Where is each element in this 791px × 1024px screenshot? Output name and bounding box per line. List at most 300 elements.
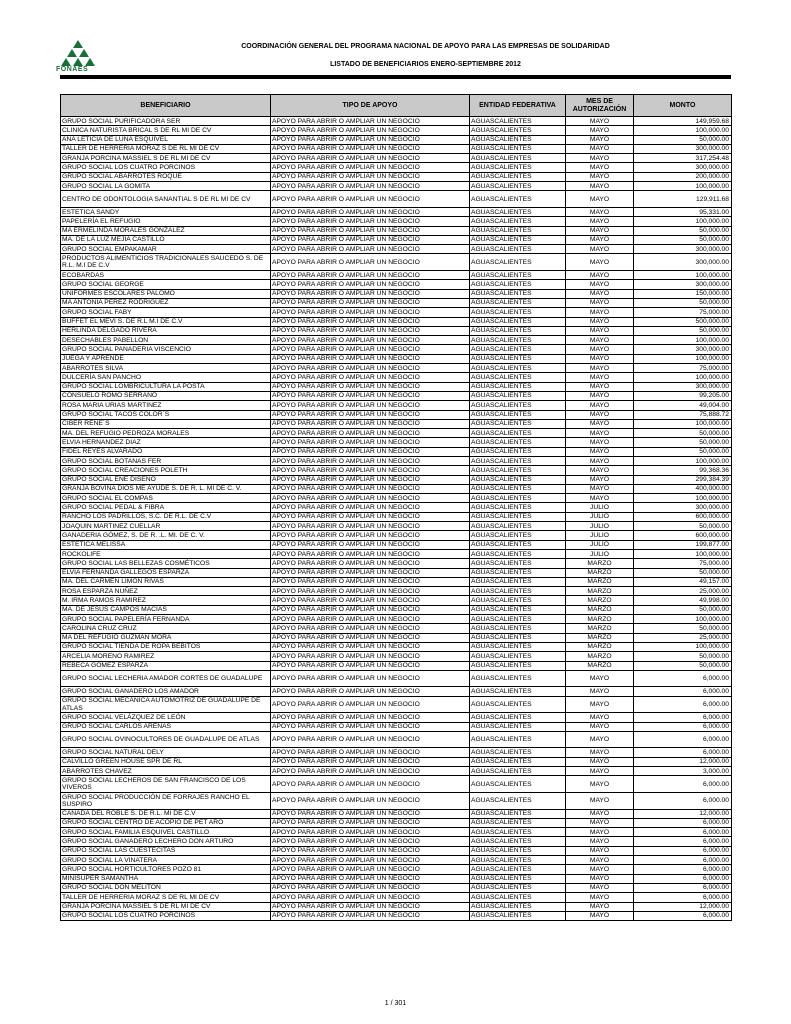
- tipo-apoyo-cell: APOYO PARA ABRIR O AMPLIAR UN NEGOCIO: [271, 245, 470, 254]
- monto-cell: 100,000.00: [634, 642, 732, 651]
- monto-cell: 100,000.00: [634, 271, 732, 280]
- entidad-cell: AGUASCALIENTES: [470, 577, 566, 586]
- monto-cell: 300,000.00: [634, 382, 732, 391]
- table-row: [61, 117, 732, 126]
- table-row: [61, 182, 732, 191]
- entidad-cell: AGUASCALIENTES: [470, 792, 566, 809]
- tipo-apoyo-cell: APOYO PARA ABRIR O AMPLIAR UN NEGOCIO: [271, 757, 470, 766]
- monto-cell: 50,000.00: [634, 326, 732, 335]
- tipo-apoyo-cell: APOYO PARA ABRIR O AMPLIAR UN NEGOCIO: [271, 792, 470, 809]
- mes-cell: MAYO: [566, 289, 634, 298]
- beneficiario-cell: GRUPO SOCIAL FAMILIA ESQUIVEL CASTILLO: [61, 828, 271, 837]
- tipo-apoyo-cell: APOYO PARA ABRIR O AMPLIAR UN NEGOCIO: [271, 748, 470, 757]
- tipo-apoyo-cell: APOYO PARA ABRIR O AMPLIAR UN NEGOCIO: [271, 429, 470, 438]
- entidad-cell: AGUASCALIENTES: [470, 615, 566, 624]
- monto-cell: 50,000.00: [634, 605, 732, 614]
- entidad-cell: AGUASCALIENTES: [470, 670, 566, 687]
- tipo-apoyo-cell: APOYO PARA ABRIR O AMPLIAR UN NEGOCIO: [271, 902, 470, 911]
- beneficiario-cell: MA. DEL REFUGIO PEDROZA MORALES: [61, 429, 271, 438]
- table-row: [61, 568, 732, 577]
- beneficiario-cell: GRUPO SOCIAL LECHERIA AMADOR CORTES DE GUADALUPE: [61, 670, 271, 687]
- beneficiario-cell: RANCHO LOS PADRILLOS, S.C. DE R.L. DE C.V: [61, 512, 271, 521]
- mes-cell: MAYO: [566, 354, 634, 363]
- entidad-cell: AGUASCALIENTES: [470, 456, 566, 465]
- mes-cell: MAYO: [566, 182, 634, 191]
- entidad-cell: AGUASCALIENTES: [470, 410, 566, 419]
- mes-cell: MAYO: [566, 308, 634, 317]
- monto-cell: 400,000.00: [634, 484, 732, 493]
- monto-cell: 6,000.00: [634, 722, 732, 731]
- table-row: [61, 373, 732, 382]
- mes-cell: JULIO: [566, 522, 634, 531]
- mes-cell: MARZO: [566, 624, 634, 633]
- table-row: [61, 217, 732, 226]
- table-row: [61, 419, 732, 428]
- tipo-apoyo-cell: APOYO PARA ABRIR O AMPLIAR UN NEGOCIO: [271, 447, 470, 456]
- monto-cell: 6,000.00: [634, 911, 732, 920]
- entidad-cell: AGUASCALIENTES: [470, 391, 566, 400]
- beneficiario-cell: GRUPO SOCIAL LA VINATERA: [61, 856, 271, 865]
- tipo-apoyo-cell: APOYO PARA ABRIR O AMPLIAR UN NEGOCIO: [271, 687, 470, 696]
- table-row: [61, 512, 732, 521]
- beneficiario-cell: ESTETICA MELISSA: [61, 540, 271, 549]
- table-row: [61, 410, 732, 419]
- table-row: [61, 731, 732, 748]
- entidad-cell: AGUASCALIENTES: [470, 182, 566, 191]
- monto-cell: 50,000.00: [634, 568, 732, 577]
- mes-cell: MAYO: [566, 144, 634, 153]
- entidad-cell: AGUASCALIENTES: [470, 254, 566, 271]
- beneficiario-cell: JUEGA Y APRENDE: [61, 354, 271, 363]
- mes-cell: MAYO: [566, 191, 634, 208]
- monto-cell: 50,000.00: [634, 235, 732, 244]
- entidad-cell: AGUASCALIENTES: [470, 163, 566, 172]
- table-row: [61, 207, 732, 216]
- entidad-cell: AGUASCALIENTES: [470, 419, 566, 428]
- mes-cell: MAYO: [566, 336, 634, 345]
- beneficiario-cell: TALLER DE HERRERIA MORAZ S DE RL MI DE CV: [61, 893, 271, 902]
- entidad-cell: AGUASCALIENTES: [470, 354, 566, 363]
- entidad-cell: AGUASCALIENTES: [470, 605, 566, 614]
- table-row: [61, 326, 732, 335]
- tipo-apoyo-cell: APOYO PARA ABRIR O AMPLIAR UN NEGOCIO: [271, 308, 470, 317]
- monto-cell: 75,888.72: [634, 410, 732, 419]
- col-header-monto: MONTO: [634, 95, 732, 117]
- tipo-apoyo-cell: APOYO PARA ABRIR O AMPLIAR UN NEGOCIO: [271, 883, 470, 892]
- beneficiario-cell: GRUPO SOCIAL ENE DISEÑO: [61, 475, 271, 484]
- monto-cell: 6,000.00: [634, 776, 732, 793]
- mes-cell: MAYO: [566, 466, 634, 475]
- beneficiario-cell: PRODUCTOS ALIMENTICIOS TRADICIONALES SAUCEDO S. DE R.L. M.I DE C.V: [61, 254, 271, 271]
- entidad-cell: AGUASCALIENTES: [470, 144, 566, 153]
- monto-cell: 75,000.00: [634, 308, 732, 317]
- tipo-apoyo-cell: APOYO PARA ABRIR O AMPLIAR UN NEGOCIO: [271, 382, 470, 391]
- mes-cell: MAYO: [566, 792, 634, 809]
- tipo-apoyo-cell: APOYO PARA ABRIR O AMPLIAR UN NEGOCIO: [271, 837, 470, 846]
- table-row: [61, 235, 732, 244]
- monto-cell: 6,000.00: [634, 837, 732, 846]
- entidad-cell: AGUASCALIENTES: [470, 837, 566, 846]
- mes-cell: MAYO: [566, 494, 634, 503]
- entidad-cell: AGUASCALIENTES: [470, 172, 566, 181]
- entidad-cell: AGUASCALIENTES: [470, 696, 566, 713]
- mes-cell: MAYO: [566, 809, 634, 818]
- mes-cell: MAYO: [566, 757, 634, 766]
- entidad-cell: AGUASCALIENTES: [470, 568, 566, 577]
- entidad-cell: AGUASCALIENTES: [470, 624, 566, 633]
- beneficiario-cell: GRUPO SOCIAL PEDAL & FIBRA: [61, 503, 271, 512]
- table-row: [61, 364, 732, 373]
- beneficiario-cell: GRUPO SOCIAL LAS BELLEZAS COSMÉTICOS: [61, 559, 271, 568]
- entidad-cell: AGUASCALIENTES: [470, 271, 566, 280]
- table-row: [61, 596, 732, 605]
- table-header-row: [61, 95, 732, 117]
- entidad-cell: AGUASCALIENTES: [470, 364, 566, 373]
- entidad-cell: AGUASCALIENTES: [470, 776, 566, 793]
- table-row: [61, 226, 732, 235]
- table-row: [61, 633, 732, 642]
- table-row: [61, 856, 732, 865]
- table-row: [61, 126, 732, 135]
- monto-cell: 6,000.00: [634, 865, 732, 874]
- monto-cell: 49,157.00: [634, 577, 732, 586]
- tipo-apoyo-cell: APOYO PARA ABRIR O AMPLIAR UN NEGOCIO: [271, 577, 470, 586]
- mes-cell: MAYO: [566, 837, 634, 846]
- table-row: [61, 298, 732, 307]
- beneficiario-cell: MA. DE JESUS CAMPOS MACIAS: [61, 605, 271, 614]
- tipo-apoyo-cell: APOYO PARA ABRIR O AMPLIAR UN NEGOCIO: [271, 615, 470, 624]
- mes-cell: MAYO: [566, 856, 634, 865]
- table-row: [61, 818, 732, 827]
- entidad-cell: AGUASCALIENTES: [470, 298, 566, 307]
- beneficiario-cell: CENTRO DE ODONTOLOGIA SANANTIAL S DE RL MI DE CV: [61, 191, 271, 208]
- table-row: [61, 757, 732, 766]
- mes-cell: MAYO: [566, 722, 634, 731]
- monto-cell: 50,000.00: [634, 652, 732, 661]
- beneficiario-cell: GRUPO SOCIAL VELÁZQUEZ DE LEÓN: [61, 713, 271, 722]
- monto-cell: 50,000.00: [634, 624, 732, 633]
- entidad-cell: AGUASCALIENTES: [470, 308, 566, 317]
- tipo-apoyo-cell: APOYO PARA ABRIR O AMPLIAR UN NEGOCIO: [271, 828, 470, 837]
- table-row: [61, 624, 732, 633]
- tipo-apoyo-cell: APOYO PARA ABRIR O AMPLIAR UN NEGOCIO: [271, 163, 470, 172]
- mes-cell: MARZO: [566, 661, 634, 670]
- entidad-cell: AGUASCALIENTES: [470, 484, 566, 493]
- entidad-cell: AGUASCALIENTES: [470, 633, 566, 642]
- beneficiario-cell: GRUPO SOCIAL BOTANAS FER: [61, 456, 271, 465]
- tipo-apoyo-cell: APOYO PARA ABRIR O AMPLIAR UN NEGOCIO: [271, 587, 470, 596]
- table-row: [61, 475, 732, 484]
- monto-cell: 300,000.00: [634, 245, 732, 254]
- beneficiario-cell: CONSUELO ROMO SERRANO: [61, 391, 271, 400]
- tipo-apoyo-cell: APOYO PARA ABRIR O AMPLIAR UN NEGOCIO: [271, 354, 470, 363]
- monto-cell: 49,004.00: [634, 401, 732, 410]
- beneficiario-cell: MINISUPER SAMANTHA: [61, 874, 271, 883]
- beneficiario-cell: DESECHABLES PABELLON: [61, 336, 271, 345]
- beneficiario-cell: GRUPO SOCIAL EL COMPAS: [61, 494, 271, 503]
- tipo-apoyo-cell: APOYO PARA ABRIR O AMPLIAR UN NEGOCIO: [271, 696, 470, 713]
- beneficiario-cell: CIBER RENE´S: [61, 419, 271, 428]
- table-row: [61, 865, 732, 874]
- table-row: [61, 846, 732, 855]
- beneficiario-cell: MA. DEL CARMEN LIMON RIVAS: [61, 577, 271, 586]
- tipo-apoyo-cell: APOYO PARA ABRIR O AMPLIAR UN NEGOCIO: [271, 289, 470, 298]
- monto-cell: 150,000.00: [634, 289, 732, 298]
- mes-cell: MAYO: [566, 235, 634, 244]
- table-row: [61, 559, 732, 568]
- entidad-cell: AGUASCALIENTES: [470, 447, 566, 456]
- beneficiario-cell: GRANJA BOVINA DIOS ME AYUDE S. DE R. L. MI DE C. V.: [61, 484, 271, 493]
- entidad-cell: AGUASCALIENTES: [470, 280, 566, 289]
- table-row: [61, 874, 732, 883]
- monto-cell: 500,000.00: [634, 317, 732, 326]
- mes-cell: MARZO: [566, 642, 634, 651]
- entidad-cell: AGUASCALIENTES: [470, 466, 566, 475]
- tipo-apoyo-cell: APOYO PARA ABRIR O AMPLIAR UN NEGOCIO: [271, 410, 470, 419]
- entidad-cell: AGUASCALIENTES: [470, 713, 566, 722]
- mes-cell: MAYO: [566, 475, 634, 484]
- mes-cell: MAYO: [566, 713, 634, 722]
- mes-cell: JULIO: [566, 549, 634, 558]
- beneficiario-cell: HERLINDA DELGADO RIVERA: [61, 326, 271, 335]
- beneficiario-cell: GANADERIA GÓMEZ, S. DE R. .L. MI. DE C. V.: [61, 531, 271, 540]
- page-number: 1 / 301: [384, 1000, 407, 1007]
- entidad-cell: AGUASCALIENTES: [470, 336, 566, 345]
- monto-cell: 6,000.00: [634, 670, 732, 687]
- tipo-apoyo-cell: APOYO PARA ABRIR O AMPLIAR UN NEGOCIO: [271, 809, 470, 818]
- tipo-apoyo-cell: APOYO PARA ABRIR O AMPLIAR UN NEGOCIO: [271, 345, 470, 354]
- monto-cell: 95,331.00: [634, 207, 732, 216]
- col-header-tipo-de-apoyo: TIPO DE APOYO: [271, 95, 470, 117]
- mes-cell: MAYO: [566, 345, 634, 354]
- tipo-apoyo-cell: APOYO PARA ABRIR O AMPLIAR UN NEGOCIO: [271, 126, 470, 135]
- mes-cell: MAYO: [566, 280, 634, 289]
- mes-cell: MARZO: [566, 633, 634, 642]
- beneficiaries-table: [60, 94, 732, 921]
- table-row: [61, 652, 732, 661]
- mes-cell: MAYO: [566, 893, 634, 902]
- tipo-apoyo-cell: APOYO PARA ABRIR O AMPLIAR UN NEGOCIO: [271, 135, 470, 144]
- monto-cell: 100,000.00: [634, 456, 732, 465]
- entidad-cell: AGUASCALIENTES: [470, 531, 566, 540]
- beneficiario-cell: ABARROTES CHAVEZ: [61, 767, 271, 776]
- tipo-apoyo-cell: APOYO PARA ABRIR O AMPLIAR UN NEGOCIO: [271, 456, 470, 465]
- beneficiario-cell: CALVILLO GREEN HOUSE SPR DE RL: [61, 757, 271, 766]
- table-row: [61, 531, 732, 540]
- mes-cell: MAYO: [566, 154, 634, 163]
- tipo-apoyo-cell: APOYO PARA ABRIR O AMPLIAR UN NEGOCIO: [271, 503, 470, 512]
- mes-cell: MAYO: [566, 373, 634, 382]
- monto-cell: 100,000.00: [634, 419, 732, 428]
- table-row: [61, 661, 732, 670]
- beneficiario-cell: CLINICA NATURISTA BRICAL S DE RL MI DE CV: [61, 126, 271, 135]
- mes-cell: MARZO: [566, 605, 634, 614]
- tipo-apoyo-cell: APOYO PARA ABRIR O AMPLIAR UN NEGOCIO: [271, 911, 470, 920]
- mes-cell: MARZO: [566, 559, 634, 568]
- tipo-apoyo-cell: APOYO PARA ABRIR O AMPLIAR UN NEGOCIO: [271, 846, 470, 855]
- tipo-apoyo-cell: APOYO PARA ABRIR O AMPLIAR UN NEGOCIO: [271, 298, 470, 307]
- beneficiario-cell: GRUPO SOCIAL MECÁNICA AUTOMOTRIZ DE GUADALUPE DE ATLAS: [61, 696, 271, 713]
- beneficiario-cell: ROSA MARIA URIAS MARTINEZ: [61, 401, 271, 410]
- entidad-cell: AGUASCALIENTES: [470, 911, 566, 920]
- entidad-cell: AGUASCALIENTES: [470, 540, 566, 549]
- mes-cell: MAYO: [566, 419, 634, 428]
- monto-cell: 50,000.00: [634, 438, 732, 447]
- mes-cell: MARZO: [566, 577, 634, 586]
- monto-cell: 300,000.00: [634, 280, 732, 289]
- tipo-apoyo-cell: APOYO PARA ABRIR O AMPLIAR UN NEGOCIO: [271, 605, 470, 614]
- table-row: [61, 466, 732, 475]
- entidad-cell: AGUASCALIENTES: [470, 748, 566, 757]
- tipo-apoyo-cell: APOYO PARA ABRIR O AMPLIAR UN NEGOCIO: [271, 559, 470, 568]
- beneficiario-cell: MA ERMELINDA MORALES GONZALEZ: [61, 226, 271, 235]
- entidad-cell: AGUASCALIENTES: [470, 326, 566, 335]
- mes-cell: MAYO: [566, 135, 634, 144]
- table-row: [61, 713, 732, 722]
- tipo-apoyo-cell: APOYO PARA ABRIR O AMPLIAR UN NEGOCIO: [271, 722, 470, 731]
- table-row: [61, 549, 732, 558]
- monto-cell: 200,000.00: [634, 172, 732, 181]
- beneficiario-cell: GRUPO SOCIAL CARLOS ARENAS: [61, 722, 271, 731]
- beneficiario-cell: REBECA GOMEZ ESPARZA: [61, 661, 271, 670]
- mes-cell: MAYO: [566, 447, 634, 456]
- table-row: [61, 587, 732, 596]
- beneficiario-cell: GRUPO SOCIAL LOS CUATRO PORCINOS: [61, 163, 271, 172]
- monto-cell: 6,000.00: [634, 893, 732, 902]
- mes-cell: MAYO: [566, 172, 634, 181]
- tipo-apoyo-cell: APOYO PARA ABRIR O AMPLIAR UN NEGOCIO: [271, 235, 470, 244]
- col-header-mes-de-autorizacion: MES DE AUTORIZACIÓN: [566, 95, 634, 117]
- beneficiario-cell: ELVIA FERNANDA GALLEGOS ESPARZA: [61, 568, 271, 577]
- monto-cell: 12,000.00: [634, 757, 732, 766]
- table-row: [61, 748, 732, 757]
- tipo-apoyo-cell: APOYO PARA ABRIR O AMPLIAR UN NEGOCIO: [271, 207, 470, 216]
- beneficiario-cell: ARCELIA MORENO RAMIREZ: [61, 652, 271, 661]
- mes-cell: MAYO: [566, 484, 634, 493]
- tipo-apoyo-cell: APOYO PARA ABRIR O AMPLIAR UN NEGOCIO: [271, 484, 470, 493]
- monto-cell: 6,000.00: [634, 713, 732, 722]
- mes-cell: MAYO: [566, 391, 634, 400]
- beneficiario-cell: GRUPO SOCIAL FABY: [61, 308, 271, 317]
- entidad-cell: AGUASCALIENTES: [470, 767, 566, 776]
- table-row: [61, 456, 732, 465]
- monto-cell: 6,000.00: [634, 846, 732, 855]
- beneficiario-cell: ECOBARDAS: [61, 271, 271, 280]
- entidad-cell: AGUASCALIENTES: [470, 883, 566, 892]
- monto-cell: 600,000.00: [634, 531, 732, 540]
- entidad-cell: AGUASCALIENTES: [470, 191, 566, 208]
- entidad-cell: AGUASCALIENTES: [470, 382, 566, 391]
- beneficiario-cell: GRUPO SOCIAL DON MELITON: [61, 883, 271, 892]
- monto-cell: 100,000.00: [634, 494, 732, 503]
- tipo-apoyo-cell: APOYO PARA ABRIR O AMPLIAR UN NEGOCIO: [271, 191, 470, 208]
- tipo-apoyo-cell: APOYO PARA ABRIR O AMPLIAR UN NEGOCIO: [271, 154, 470, 163]
- mes-cell: MAYO: [566, 911, 634, 920]
- monto-cell: 6,000.00: [634, 731, 732, 748]
- monto-cell: 6,000.00: [634, 792, 732, 809]
- mes-cell: MAYO: [566, 401, 634, 410]
- beneficiario-cell: ELVIA HERNANDEZ DIAZ: [61, 438, 271, 447]
- table-row: [61, 503, 732, 512]
- tipo-apoyo-cell: APOYO PARA ABRIR O AMPLIAR UN NEGOCIO: [271, 670, 470, 687]
- beneficiario-cell: GRUPO SOCIAL LOS CUATRO PORCINOS: [61, 911, 271, 920]
- beneficiario-cell: GRUPO SOCIAL GEORGE: [61, 280, 271, 289]
- monto-cell: 49,998.00: [634, 596, 732, 605]
- monto-cell: 6,000.00: [634, 748, 732, 757]
- entidad-cell: AGUASCALIENTES: [470, 512, 566, 521]
- entidad-cell: AGUASCALIENTES: [470, 757, 566, 766]
- monto-cell: 50,000.00: [634, 522, 732, 531]
- table-row: [61, 893, 732, 902]
- beneficiario-cell: GRUPO SOCIAL TACOS COLOR´S: [61, 410, 271, 419]
- tipo-apoyo-cell: APOYO PARA ABRIR O AMPLIAR UN NEGOCIO: [271, 652, 470, 661]
- tipo-apoyo-cell: APOYO PARA ABRIR O AMPLIAR UN NEGOCIO: [271, 494, 470, 503]
- table-row: [61, 135, 732, 144]
- mes-cell: JULIO: [566, 540, 634, 549]
- table-row: [61, 336, 732, 345]
- beneficiario-cell: GRUPO SOCIAL LA GOMITA: [61, 182, 271, 191]
- table-row: [61, 577, 732, 586]
- entidad-cell: AGUASCALIENTES: [470, 846, 566, 855]
- entidad-cell: AGUASCALIENTES: [470, 245, 566, 254]
- table-row: [61, 345, 732, 354]
- entidad-cell: AGUASCALIENTES: [470, 596, 566, 605]
- monto-cell: 75,000.00: [634, 364, 732, 373]
- mes-cell: MAYO: [566, 776, 634, 793]
- entidad-cell: AGUASCALIENTES: [470, 661, 566, 670]
- mes-cell: MAYO: [566, 883, 634, 892]
- table-row: [61, 289, 732, 298]
- entidad-cell: AGUASCALIENTES: [470, 818, 566, 827]
- beneficiario-cell: GRUPO SOCIAL PURIFICADORA SER: [61, 117, 271, 126]
- monto-cell: 100,000.00: [634, 126, 732, 135]
- monto-cell: 6,000.00: [634, 696, 732, 713]
- table-row: [61, 154, 732, 163]
- table-row: [61, 902, 732, 911]
- mes-cell: MAYO: [566, 317, 634, 326]
- monto-cell: 50,000.00: [634, 298, 732, 307]
- mes-cell: MAYO: [566, 410, 634, 419]
- tipo-apoyo-cell: APOYO PARA ABRIR O AMPLIAR UN NEGOCIO: [271, 531, 470, 540]
- mes-cell: MAYO: [566, 163, 634, 172]
- entidad-cell: AGUASCALIENTES: [470, 902, 566, 911]
- monto-cell: 300,000.00: [634, 503, 732, 512]
- mes-cell: MAYO: [566, 271, 634, 280]
- entidad-cell: AGUASCALIENTES: [470, 856, 566, 865]
- tipo-apoyo-cell: APOYO PARA ABRIR O AMPLIAR UN NEGOCIO: [271, 549, 470, 558]
- beneficiario-cell: GRANJA PORCINA MASSIEL S DE RL MI DE CV: [61, 154, 271, 163]
- entidad-cell: AGUASCALIENTES: [470, 587, 566, 596]
- monto-cell: 12,000.00: [634, 902, 732, 911]
- table-row: [61, 522, 732, 531]
- beneficiario-cell: MA. DE LA LUZ MEJIA CASTILLO: [61, 235, 271, 244]
- beneficiario-cell: GRUPO SOCIAL TIENDA DE ROPA BEBITOS: [61, 642, 271, 651]
- mes-cell: MARZO: [566, 587, 634, 596]
- logo-text: FONAES: [56, 66, 89, 73]
- beneficiario-cell: GRUPO SOCIAL PANADERIA VISCENCIO: [61, 345, 271, 354]
- monto-cell: 99,205.00: [634, 391, 732, 400]
- table-row: [61, 776, 732, 793]
- tipo-apoyo-cell: APOYO PARA ABRIR O AMPLIAR UN NEGOCIO: [271, 419, 470, 428]
- beneficiario-cell: FIDEL REYES ALVARADO: [61, 447, 271, 456]
- monto-cell: 100,000.00: [634, 615, 732, 624]
- mes-cell: MAYO: [566, 874, 634, 883]
- entidad-cell: AGUASCALIENTES: [470, 494, 566, 503]
- entidad-cell: AGUASCALIENTES: [470, 722, 566, 731]
- tipo-apoyo-cell: APOYO PARA ABRIR O AMPLIAR UN NEGOCIO: [271, 818, 470, 827]
- beneficiario-cell: ROCKOLIFE: [61, 549, 271, 558]
- mes-cell: MAYO: [566, 828, 634, 837]
